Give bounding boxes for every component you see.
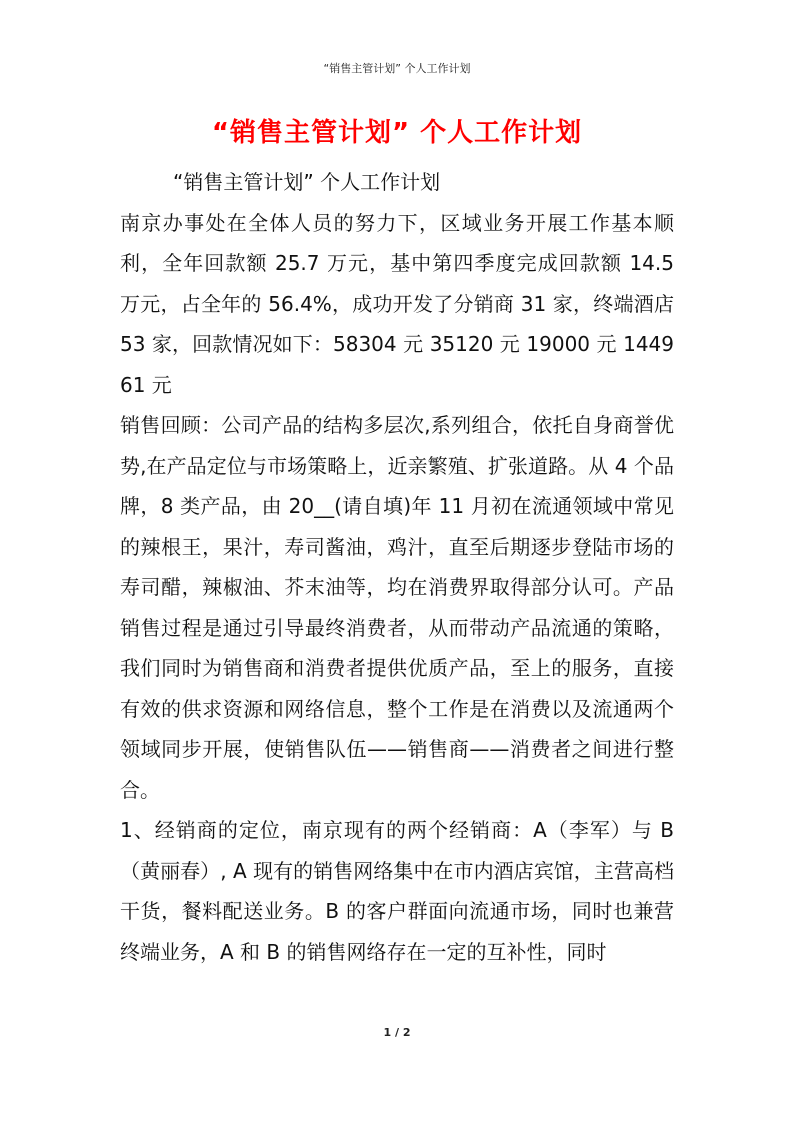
body-paragraph-distributor: 1、经销商的定位，南京现有的两个经销商：A（李军）与 B（黄丽春）, A 现有的销售网络集中在市内酒店宾馆，主营高档干货，餐料配送业务。B 的客户群面向流通市场，同时也兼营终端业务，A 和 B 的销售网络存在一定的互补性，同时 xyxy=(120,818,674,964)
body-paragraph-subtitle: “销售主管计划” 个人工作计划 xyxy=(173,170,441,194)
body-paragraph-summary: 南京办事处在全体人员的努力下，区域业务开展工作基本顺利，全年回款额 25.7 万元，基中第四季度完成回款额 14.5 万元，占全年的 56.4%，成功开发了分销商 31 家，终端酒店 53 家，回款情况如下：58304 元 35120 元 19000 元 144961 元 xyxy=(120,210,674,397)
document-body xyxy=(120,162,674,972)
page-number: 1 / 2 xyxy=(383,1026,411,1039)
running-header: “销售主管计划” 个人工作计划 xyxy=(323,62,471,75)
document-title: “销售主管计划” 个人工作计划 xyxy=(211,118,583,148)
body-paragraph-review: 销售回顾：公司产品的结构多层次,系列组合，依托自身商誉优势,在产品定位与市场策略上，近亲繁殖、扩张道路。从 4 个品牌，8 类产品，由 20__(请自填)年 11 月初在流通领域中常见的辣根王，果汁，寿司酱油，鸡汁，直至后期逐步登陆市场的寿司醋，辣椒油、芥末油等，均在消费界取得部分认可。产品销售过程是通过引导最终消费者，从而带动产品流通的策略，我们同时为销售商和消费者提供优质产品，至上的服务，直接有效的供求资源和网络信息，整个工作是在消费以及流通两个领域同步开展，使销售队伍——销售商——消费者之间进行整合。 xyxy=(120,413,674,802)
